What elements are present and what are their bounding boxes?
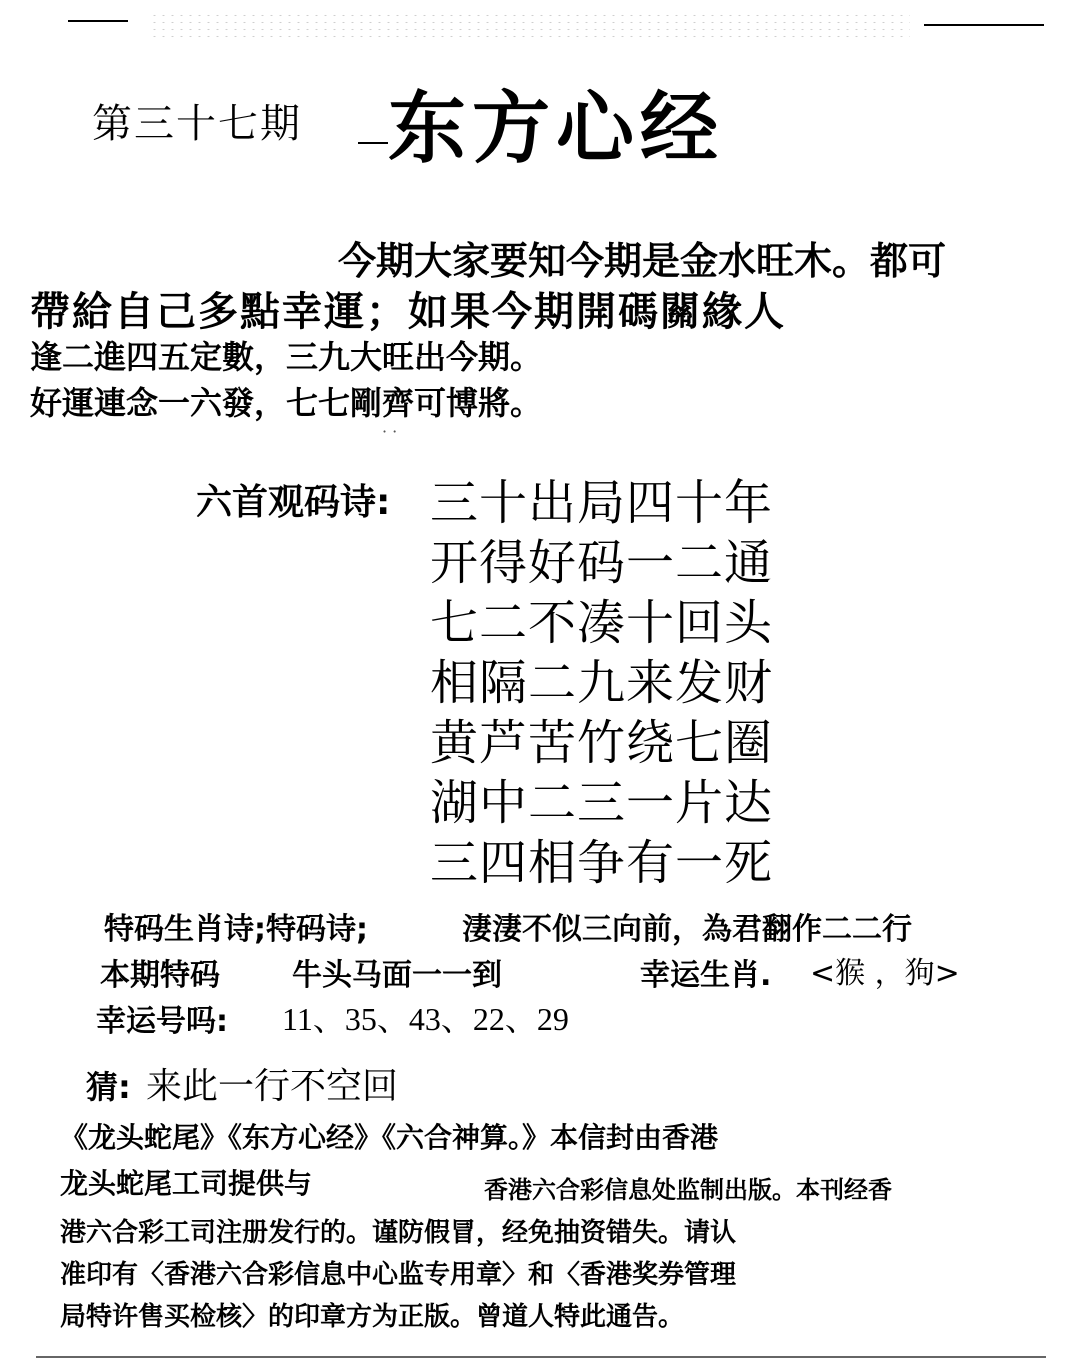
intro-line-3: 逢二進四五定數，三九大旺出今期。 [30, 338, 543, 376]
guess-text: 来此一行不空回 [146, 1066, 399, 1107]
footer-line-3: 港六合彩工司注册发行的。谨防假冒，经免抽资错失。请认 [60, 1218, 737, 1248]
poem-line: 七二不凑十回头 [430, 595, 774, 651]
special-label: 特码生肖诗;特码诗; [104, 912, 368, 947]
poem-label: 六首观码诗: [196, 482, 391, 523]
bottom-rule [36, 1356, 1046, 1358]
poem-line: 三十出局四十年 [430, 475, 774, 531]
scan-noise [150, 12, 910, 40]
lucky-zodiac-label: 幸运生肖. [640, 958, 772, 993]
page-title: 东方心经 [388, 84, 725, 174]
issue-code-label: 本期特码 [100, 958, 220, 993]
footer-line-1: 《龙头蛇尾》《东方心经》《六合神算。》本信封由香港 [60, 1121, 719, 1154]
poem-line: 湖中二三一片达 [430, 775, 774, 831]
intro-line-1: 今期大家要知今期是金水旺木。都可 [338, 239, 947, 283]
title-underline [358, 142, 388, 144]
lucky-zodiac-value: <猴 ，狗> [810, 956, 960, 991]
footer-line-5: 局特许售买检核〉的印章方为正版。曾道人特此通告。 [60, 1302, 685, 1332]
issue-code-value: 牛头马面一一到 [292, 958, 502, 993]
lucky-numbers-label: 幸运号吗: [96, 1004, 228, 1039]
intro-line-2: 帶給自己多點幸運；如果今期開碼關緣人 [30, 289, 786, 335]
special-verse: 淒淒不似三向前，為君翻作二二行 [462, 912, 912, 947]
poem-line: 黄芦苦竹绕七圈 [430, 715, 774, 771]
footer-line-4: 准印有〈香港六合彩信息中心监专用章〉和〈香港奖券管理 [60, 1260, 737, 1290]
guess-label: 猜: [86, 1068, 131, 1106]
poem-line: 三四相争有一死 [430, 835, 774, 891]
intro-line-4: 好運連念一六發，七七剛齊可博將。 [30, 384, 543, 422]
poem-line: 开得好码一二通 [430, 535, 774, 591]
top-left-rule [68, 20, 128, 22]
scan-dots: · · [382, 422, 398, 441]
poem-line: 相隔二九来发财 [430, 655, 774, 711]
top-right-rule [924, 24, 1044, 26]
footer-line-2a: 龙头蛇尾工司提供与 [60, 1167, 313, 1200]
lucky-numbers: 11、35、43、22、29 [282, 1001, 569, 1037]
footer-line-2b: 香港六合彩信息处监制出版。本刊经香 [484, 1176, 892, 1204]
issue-number: 第三十七期 [92, 101, 302, 147]
